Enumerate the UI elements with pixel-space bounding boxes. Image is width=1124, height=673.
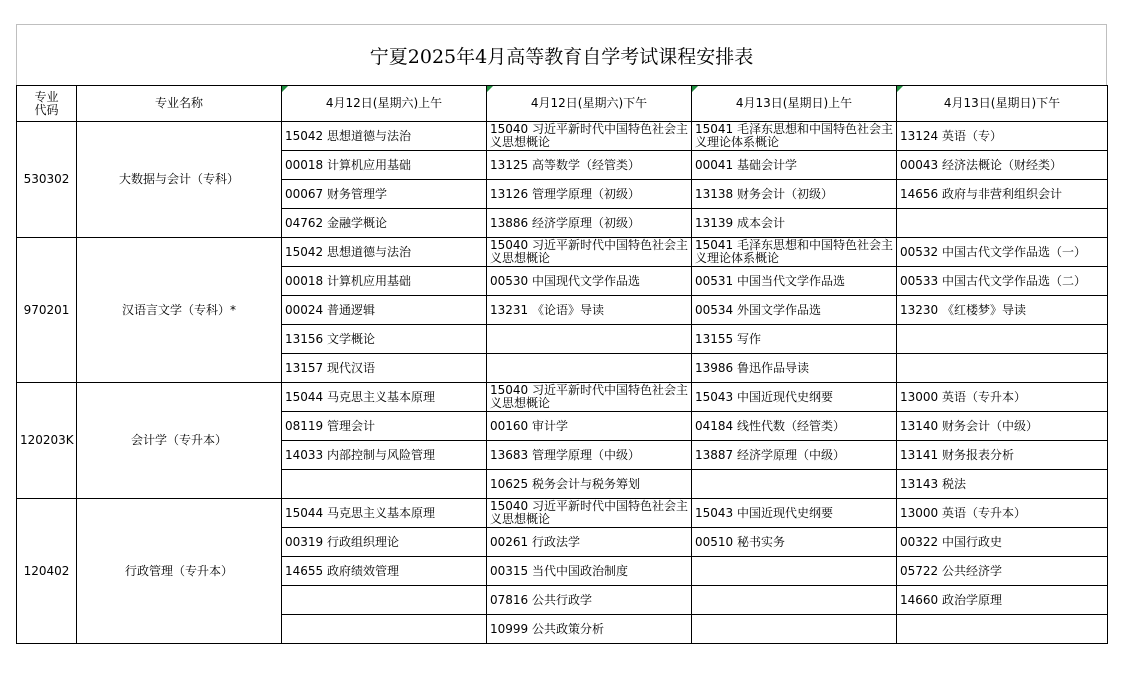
schedule-table xyxy=(16,85,1108,644)
major-code: 970201 xyxy=(17,238,77,383)
table-row xyxy=(17,238,1108,267)
course-cell: 15044 马克思主义基本原理 xyxy=(282,499,487,528)
course-cell: 15042 思想道德与法治 xyxy=(282,122,487,151)
corner-marker xyxy=(692,86,698,92)
course-cell xyxy=(692,470,897,499)
course-cell: 10999 公共政策分析 xyxy=(487,615,692,644)
course-cell: 13143 税法 xyxy=(897,470,1108,499)
header-slot-4 xyxy=(897,86,1108,122)
header-name: 专业名称 xyxy=(77,86,282,122)
major-name: 会计学（专升本） xyxy=(77,383,282,499)
header-slot-2 xyxy=(487,86,692,122)
course-cell: 00041 基础会计学 xyxy=(692,151,897,180)
major-code: 120203K xyxy=(17,383,77,499)
table-row xyxy=(17,499,1108,528)
course-cell: 00532 中国古代文学作品选（一） xyxy=(897,238,1108,267)
course-cell: 13138 财务会计（初级） xyxy=(692,180,897,209)
course-cell: 15041 毛泽东思想和中国特色社会主义理论体系概论 xyxy=(692,122,897,151)
course-cell: 00315 当代中国政治制度 xyxy=(487,557,692,586)
course-cell: 13000 英语（专升本） xyxy=(897,383,1108,412)
course-cell: 07816 公共行政学 xyxy=(487,586,692,615)
course-cell xyxy=(487,354,692,383)
schedule-body xyxy=(17,122,1108,644)
corner-marker xyxy=(897,86,903,92)
course-cell: 15042 思想道德与法治 xyxy=(282,238,487,267)
header-slot-label: 4月12日(星期六)上午 xyxy=(325,96,443,110)
course-cell: 14656 政府与非营利组织会计 xyxy=(897,180,1108,209)
major-name: 汉语言文学（专科）* xyxy=(77,238,282,383)
course-cell xyxy=(692,586,897,615)
course-cell: 13000 英语（专升本） xyxy=(897,499,1108,528)
course-cell: 08119 管理会计 xyxy=(282,412,487,441)
course-cell: 13886 经济学原理（初级） xyxy=(487,209,692,238)
course-cell: 13157 现代汉语 xyxy=(282,354,487,383)
corner-marker xyxy=(487,86,493,92)
course-cell xyxy=(897,209,1108,238)
course-cell: 00534 外国文学作品选 xyxy=(692,296,897,325)
course-cell: 00018 计算机应用基础 xyxy=(282,151,487,180)
course-cell: 13986 鲁迅作品导读 xyxy=(692,354,897,383)
table-row xyxy=(17,122,1108,151)
major-name: 行政管理（专升本） xyxy=(77,499,282,644)
course-cell: 13887 经济学原理（中级） xyxy=(692,441,897,470)
course-cell xyxy=(282,470,487,499)
course-cell: 00261 行政法学 xyxy=(487,528,692,557)
course-cell: 13124 英语（专） xyxy=(897,122,1108,151)
course-cell: 00024 普通逻辑 xyxy=(282,296,487,325)
course-cell xyxy=(487,325,692,354)
course-cell: 13126 管理学原理（初级） xyxy=(487,180,692,209)
course-cell xyxy=(692,557,897,586)
course-cell xyxy=(282,615,487,644)
course-cell: 14660 政治学原理 xyxy=(897,586,1108,615)
corner-marker xyxy=(282,86,288,92)
course-cell: 00531 中国当代文学作品选 xyxy=(692,267,897,296)
header-slot-label: 4月13日(星期日)上午 xyxy=(735,96,853,110)
course-cell: 13231 《论语》导读 xyxy=(487,296,692,325)
course-cell: 04184 线性代数（经管类） xyxy=(692,412,897,441)
major-code: 120402 xyxy=(17,499,77,644)
course-cell: 15040 习近平新时代中国特色社会主义思想概论 xyxy=(487,238,692,267)
course-cell: 13155 写作 xyxy=(692,325,897,354)
course-cell: 05722 公共经济学 xyxy=(897,557,1108,586)
header-slot-1 xyxy=(282,86,487,122)
course-cell: 00530 中国现代文学作品选 xyxy=(487,267,692,296)
major-code: 530302 xyxy=(17,122,77,238)
header-slot-label: 4月12日(星期六)下午 xyxy=(530,96,648,110)
header-row xyxy=(17,86,1108,122)
major-name: 大数据与会计（专科） xyxy=(77,122,282,238)
course-cell xyxy=(897,325,1108,354)
course-cell xyxy=(692,615,897,644)
course-cell: 13230 《红楼梦》导读 xyxy=(897,296,1108,325)
course-cell: 00510 秘书实务 xyxy=(692,528,897,557)
course-cell: 13140 财务会计（中级） xyxy=(897,412,1108,441)
table-row xyxy=(17,383,1108,412)
course-cell: 00160 审计学 xyxy=(487,412,692,441)
course-cell: 13141 财务报表分析 xyxy=(897,441,1108,470)
course-cell: 15043 中国近现代史纲要 xyxy=(692,383,897,412)
schedule-sheet xyxy=(16,24,1107,644)
course-cell: 14655 政府绩效管理 xyxy=(282,557,487,586)
course-cell: 00319 行政组织理论 xyxy=(282,528,487,557)
course-cell xyxy=(897,615,1108,644)
course-cell: 15043 中国近现代史纲要 xyxy=(692,499,897,528)
course-cell: 14033 内部控制与风险管理 xyxy=(282,441,487,470)
course-cell: 00067 财务管理学 xyxy=(282,180,487,209)
course-cell: 00322 中国行政史 xyxy=(897,528,1108,557)
course-cell: 13139 成本会计 xyxy=(692,209,897,238)
header-code xyxy=(17,86,77,122)
course-cell: 15040 习近平新时代中国特色社会主义思想概论 xyxy=(487,122,692,151)
course-cell xyxy=(282,586,487,615)
course-cell: 00043 经济法概论（财经类） xyxy=(897,151,1108,180)
course-cell: 10625 税务会计与税务筹划 xyxy=(487,470,692,499)
course-cell: 15040 习近平新时代中国特色社会主义思想概论 xyxy=(487,499,692,528)
course-cell: 13156 文学概论 xyxy=(282,325,487,354)
course-cell: 00533 中国古代文学作品选（二） xyxy=(897,267,1108,296)
course-cell: 15041 毛泽东思想和中国特色社会主义理论体系概论 xyxy=(692,238,897,267)
course-cell: 13683 管理学原理（中级） xyxy=(487,441,692,470)
header-slot-label: 4月13日(星期日)下午 xyxy=(943,96,1061,110)
header-code-label: 专业 代码 xyxy=(34,89,59,117)
course-cell: 15040 习近平新时代中国特色社会主义思想概论 xyxy=(487,383,692,412)
course-cell: 13125 高等数学（经管类） xyxy=(487,151,692,180)
course-cell: 15044 马克思主义基本原理 xyxy=(282,383,487,412)
page-title: 宁夏2025年4月高等教育自学考试课程安排表 xyxy=(16,24,1107,85)
header-slot-3 xyxy=(692,86,897,122)
course-cell: 00018 计算机应用基础 xyxy=(282,267,487,296)
course-cell: 04762 金融学概论 xyxy=(282,209,487,238)
course-cell xyxy=(897,354,1108,383)
